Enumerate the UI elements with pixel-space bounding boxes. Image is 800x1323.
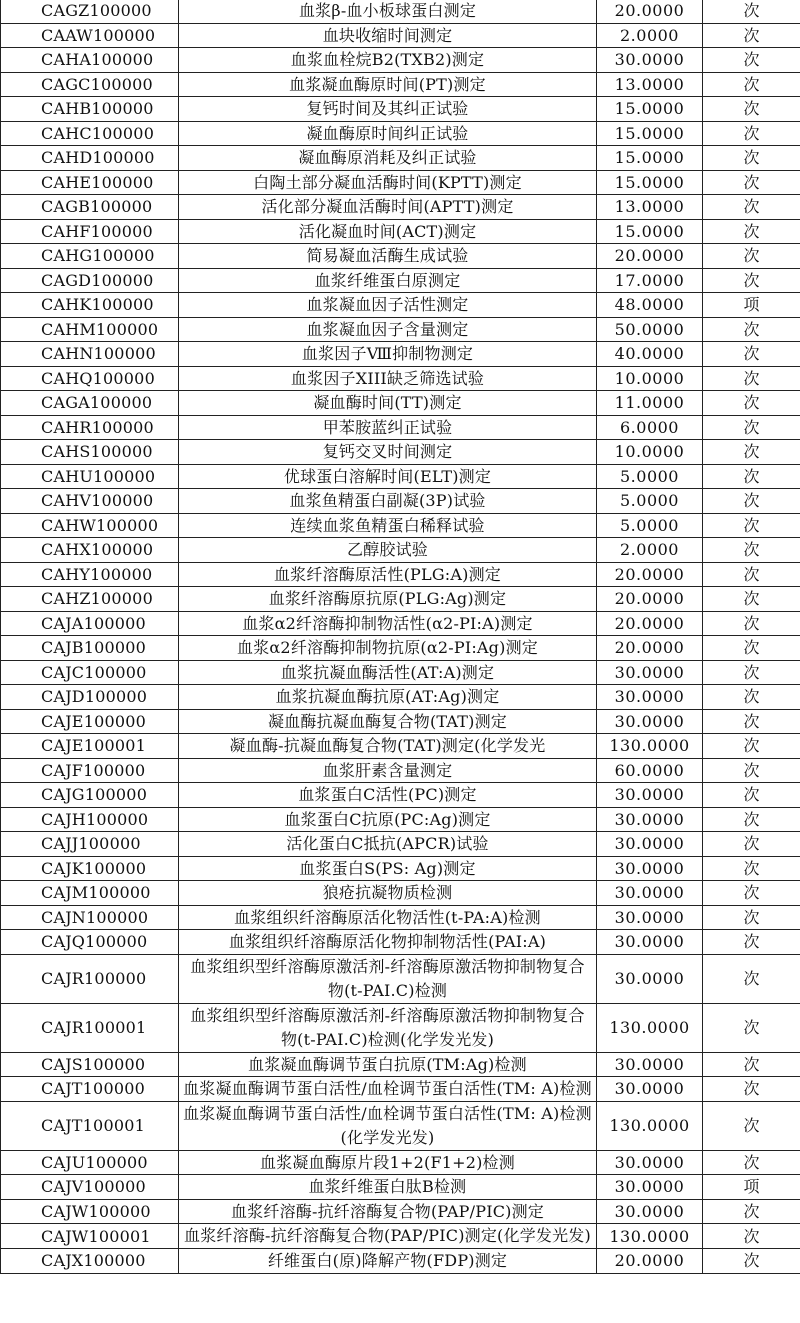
item-code: CAGA100000 — [1, 391, 179, 416]
item-unit: 次 — [703, 366, 800, 391]
item-name: 活化凝血时间(ACT)测定 — [179, 219, 597, 244]
item-price: 30.0000 — [597, 660, 703, 685]
item-price: 30.0000 — [597, 832, 703, 857]
item-price: 20.0000 — [597, 611, 703, 636]
table-row — [1, 1052, 800, 1077]
item-unit: 次 — [703, 1003, 800, 1052]
item-code: CAJU100000 — [1, 1150, 179, 1175]
item-price: 13.0000 — [597, 72, 703, 97]
item-name: 活化部分凝血活酶时间(APTT)测定 — [179, 195, 597, 220]
item-code: CAAW100000 — [1, 23, 179, 48]
table-row — [1, 268, 800, 293]
item-code: CAJX100000 — [1, 1249, 179, 1274]
item-name: 血浆纤维蛋白原测定 — [179, 268, 597, 293]
table-row — [1, 391, 800, 416]
item-code: CAJK100000 — [1, 856, 179, 881]
item-code: CAJH100000 — [1, 807, 179, 832]
item-name: 血浆抗凝血酶活性(AT:A)测定 — [179, 660, 597, 685]
item-unit: 次 — [703, 1150, 800, 1175]
table-row — [1, 464, 800, 489]
item-name: 甲苯胺蓝纠正试验 — [179, 415, 597, 440]
table-row — [1, 660, 800, 685]
table-row — [1, 905, 800, 930]
item-name: 白陶土部分凝血活酶时间(KPTT)测定 — [179, 170, 597, 195]
item-unit: 次 — [703, 0, 800, 23]
item-code: CAJE100001 — [1, 734, 179, 759]
item-name: 血浆肝素含量测定 — [179, 758, 597, 783]
item-code: CAJT100001 — [1, 1101, 179, 1150]
item-price: 20.0000 — [597, 1249, 703, 1274]
item-price: 40.0000 — [597, 342, 703, 367]
item-price: 30.0000 — [597, 856, 703, 881]
item-unit: 次 — [703, 415, 800, 440]
item-price: 10.0000 — [597, 366, 703, 391]
table-row — [1, 685, 800, 710]
item-name: 纤维蛋白(原)降解产物(FDP)测定 — [179, 1249, 597, 1274]
item-price: 5.0000 — [597, 513, 703, 538]
item-code: CAGZ100000 — [1, 0, 179, 23]
item-price: 30.0000 — [597, 48, 703, 73]
item-unit: 次 — [703, 709, 800, 734]
item-unit: 次 — [703, 464, 800, 489]
table-row — [1, 758, 800, 783]
table-row — [1, 709, 800, 734]
item-price: 30.0000 — [597, 685, 703, 710]
table-row — [1, 954, 800, 1003]
table-row — [1, 121, 800, 146]
item-unit: 次 — [703, 1249, 800, 1274]
item-code: CAHG100000 — [1, 244, 179, 269]
item-price: 15.0000 — [597, 97, 703, 122]
item-unit: 次 — [703, 758, 800, 783]
table-row — [1, 783, 800, 808]
table-row — [1, 440, 800, 465]
item-price: 15.0000 — [597, 219, 703, 244]
item-code: CAHY100000 — [1, 562, 179, 587]
item-price: 30.0000 — [597, 905, 703, 930]
table-row — [1, 1249, 800, 1274]
item-name: 血浆β-血小板球蛋白测定 — [179, 0, 597, 23]
item-name: 复钙交叉时间测定 — [179, 440, 597, 465]
item-code: CAJR100001 — [1, 1003, 179, 1052]
item-name: 血浆凝血酶调节蛋白活性/血栓调节蛋白活性(TM: A)检测(化学发光发) — [179, 1101, 597, 1150]
item-unit: 次 — [703, 23, 800, 48]
table-row — [1, 170, 800, 195]
item-unit: 次 — [703, 317, 800, 342]
item-name: 狼疮抗凝物质检测 — [179, 881, 597, 906]
table-row — [1, 1175, 800, 1200]
item-code: CAJE100000 — [1, 709, 179, 734]
item-unit: 次 — [703, 734, 800, 759]
item-code: CAHZ100000 — [1, 587, 179, 612]
item-unit: 次 — [703, 954, 800, 1003]
item-name: 复钙时间及其纠正试验 — [179, 97, 597, 122]
item-code: CAHR100000 — [1, 415, 179, 440]
item-name: 血浆纤维蛋白肽B检测 — [179, 1175, 597, 1200]
item-price: 20.0000 — [597, 636, 703, 661]
table-row — [1, 146, 800, 171]
item-code: CAHX100000 — [1, 538, 179, 563]
item-unit: 次 — [703, 905, 800, 930]
item-unit: 次 — [703, 48, 800, 73]
item-code: CAJT100000 — [1, 1077, 179, 1102]
table-row — [1, 195, 800, 220]
item-code: CAHU100000 — [1, 464, 179, 489]
item-name: 简易凝血活酶生成试验 — [179, 244, 597, 269]
item-unit: 次 — [703, 97, 800, 122]
table-row — [1, 219, 800, 244]
table-row — [1, 734, 800, 759]
item-code: CAHM100000 — [1, 317, 179, 342]
item-name: 血浆因子XIII缺乏筛选试验 — [179, 366, 597, 391]
item-unit: 次 — [703, 636, 800, 661]
item-code: CAJW100001 — [1, 1224, 179, 1249]
table-row — [1, 856, 800, 881]
item-unit: 次 — [703, 685, 800, 710]
item-code: CAJB100000 — [1, 636, 179, 661]
item-name: 血浆抗凝血酶抗原(AT:Ag)测定 — [179, 685, 597, 710]
table-row — [1, 1224, 800, 1249]
item-name: 血浆组织纤溶酶原活化物活性(t-PA:A)检测 — [179, 905, 597, 930]
item-code: CAHK100000 — [1, 293, 179, 318]
table-row — [1, 930, 800, 955]
item-price: 20.0000 — [597, 0, 703, 23]
item-price: 15.0000 — [597, 146, 703, 171]
item-unit: 次 — [703, 562, 800, 587]
item-name: 血浆凝血酶原片段1+2(F1+2)检测 — [179, 1150, 597, 1175]
item-code: CAJW100000 — [1, 1199, 179, 1224]
item-price: 30.0000 — [597, 881, 703, 906]
item-name: 血浆蛋白S(PS: Ag)测定 — [179, 856, 597, 881]
table-row — [1, 1003, 800, 1052]
table-row — [1, 23, 800, 48]
item-price: 30.0000 — [597, 807, 703, 832]
table-row — [1, 513, 800, 538]
item-price: 20.0000 — [597, 562, 703, 587]
table-row — [1, 807, 800, 832]
item-code: CAJN100000 — [1, 905, 179, 930]
item-name: 血浆凝血酶调节蛋白抗原(TM:Ag)检测 — [179, 1052, 597, 1077]
item-code: CAJV100000 — [1, 1175, 179, 1200]
item-code: CAHA100000 — [1, 48, 179, 73]
table-row — [1, 1150, 800, 1175]
item-price: 30.0000 — [597, 1052, 703, 1077]
item-price: 130.0000 — [597, 1003, 703, 1052]
item-code: CAHE100000 — [1, 170, 179, 195]
table-row — [1, 1101, 800, 1150]
item-price: 30.0000 — [597, 709, 703, 734]
item-name: 活化蛋白C抵抗(APCR)试验 — [179, 832, 597, 857]
item-price: 5.0000 — [597, 464, 703, 489]
item-price: 30.0000 — [597, 1175, 703, 1200]
table-row — [1, 1199, 800, 1224]
item-name: 血浆凝血酶原时间(PT)测定 — [179, 72, 597, 97]
item-unit: 次 — [703, 538, 800, 563]
item-name: 血浆凝血酶调节蛋白活性/血栓调节蛋白活性(TM: A)检测 — [179, 1077, 597, 1102]
item-code: CAJM100000 — [1, 881, 179, 906]
item-name: 血浆纤溶酶原抗原(PLG:Ag)测定 — [179, 587, 597, 612]
table-row — [1, 611, 800, 636]
item-price: 130.0000 — [597, 1224, 703, 1249]
item-price: 20.0000 — [597, 244, 703, 269]
item-name: 血浆血栓烷B2(TXB2)测定 — [179, 48, 597, 73]
item-code: CAGB100000 — [1, 195, 179, 220]
table-row — [1, 0, 800, 23]
item-price: 48.0000 — [597, 293, 703, 318]
item-unit: 次 — [703, 219, 800, 244]
item-price: 30.0000 — [597, 930, 703, 955]
item-unit: 次 — [703, 268, 800, 293]
item-name: 血浆组织型纤溶酶原激活剂-纤溶酶原激活物抑制物复合物(t-PAI.C)检测 — [179, 954, 597, 1003]
table-row — [1, 562, 800, 587]
item-price: 10.0000 — [597, 440, 703, 465]
item-price: 20.0000 — [597, 587, 703, 612]
item-unit: 次 — [703, 660, 800, 685]
item-name: 血浆纤溶酶-抗纤溶酶复合物(PAP/PIC)测定 — [179, 1199, 597, 1224]
item-unit: 次 — [703, 391, 800, 416]
item-code: CAJG100000 — [1, 783, 179, 808]
item-code: CAJQ100000 — [1, 930, 179, 955]
item-unit: 次 — [703, 489, 800, 514]
table-row — [1, 72, 800, 97]
item-code: CAHW100000 — [1, 513, 179, 538]
item-code: CAHV100000 — [1, 489, 179, 514]
table-row — [1, 342, 800, 367]
item-price: 30.0000 — [597, 1077, 703, 1102]
item-name: 血浆组织型纤溶酶原激活剂-纤溶酶原激活物抑制物复合物(t-PAI.C)检测(化学发光发) — [179, 1003, 597, 1052]
item-code: CAJD100000 — [1, 685, 179, 710]
item-code: CAJF100000 — [1, 758, 179, 783]
item-code: CAJS100000 — [1, 1052, 179, 1077]
item-price: 60.0000 — [597, 758, 703, 783]
item-unit: 项 — [703, 293, 800, 318]
item-price: 5.0000 — [597, 489, 703, 514]
item-name: 血浆纤溶酶-抗纤溶酶复合物(PAP/PIC)测定(化学发光发) — [179, 1224, 597, 1249]
item-unit: 次 — [703, 807, 800, 832]
item-unit: 次 — [703, 170, 800, 195]
item-name: 优球蛋白溶解时间(ELT)测定 — [179, 464, 597, 489]
item-price: 30.0000 — [597, 783, 703, 808]
item-name: 连续血浆鱼精蛋白稀释试验 — [179, 513, 597, 538]
item-price: 50.0000 — [597, 317, 703, 342]
item-unit: 次 — [703, 1101, 800, 1150]
table-row — [1, 587, 800, 612]
item-code: CAHQ100000 — [1, 366, 179, 391]
table-row — [1, 415, 800, 440]
table-row — [1, 244, 800, 269]
item-price: 130.0000 — [597, 1101, 703, 1150]
item-code: CAGC100000 — [1, 72, 179, 97]
item-name: 血浆蛋白C抗原(PC:Ag)测定 — [179, 807, 597, 832]
item-unit: 次 — [703, 783, 800, 808]
item-price: 2.0000 — [597, 538, 703, 563]
item-name: 乙醇胶试验 — [179, 538, 597, 563]
item-code: CAGD100000 — [1, 268, 179, 293]
table-row — [1, 636, 800, 661]
item-name: 血浆凝血因子活性测定 — [179, 293, 597, 318]
item-unit: 次 — [703, 440, 800, 465]
item-unit: 次 — [703, 244, 800, 269]
item-name: 凝血酶时间(TT)测定 — [179, 391, 597, 416]
item-code: CAHB100000 — [1, 97, 179, 122]
item-name: 血浆组织纤溶酶原活化物抑制物活性(PAI:A) — [179, 930, 597, 955]
table-row — [1, 317, 800, 342]
item-name: 血浆纤溶酶原活性(PLG:A)测定 — [179, 562, 597, 587]
item-unit: 次 — [703, 121, 800, 146]
item-name: 凝血酶原时间纠正试验 — [179, 121, 597, 146]
item-price: 13.0000 — [597, 195, 703, 220]
item-code: CAHD100000 — [1, 146, 179, 171]
item-code: CAJJ100000 — [1, 832, 179, 857]
item-unit: 次 — [703, 1052, 800, 1077]
table-row — [1, 1077, 800, 1102]
item-name: 血浆鱼精蛋白副凝(3P)试验 — [179, 489, 597, 514]
item-name: 血浆凝血因子含量测定 — [179, 317, 597, 342]
item-unit: 次 — [703, 930, 800, 955]
item-price: 11.0000 — [597, 391, 703, 416]
item-unit: 次 — [703, 1077, 800, 1102]
item-code: CAHC100000 — [1, 121, 179, 146]
item-unit: 次 — [703, 611, 800, 636]
item-code: CAJR100000 — [1, 954, 179, 1003]
item-price: 15.0000 — [597, 121, 703, 146]
item-unit: 次 — [703, 146, 800, 171]
item-name: 血浆蛋白C活性(PC)测定 — [179, 783, 597, 808]
item-unit: 次 — [703, 587, 800, 612]
table-row — [1, 366, 800, 391]
item-name: 凝血酶-抗凝血酶复合物(TAT)测定(化学发光 — [179, 734, 597, 759]
item-code: CAJA100000 — [1, 611, 179, 636]
item-unit: 次 — [703, 195, 800, 220]
item-unit: 次 — [703, 856, 800, 881]
item-name: 血浆α2纤溶酶抑制物活性(α2-PI:A)测定 — [179, 611, 597, 636]
item-unit: 次 — [703, 342, 800, 367]
item-price: 30.0000 — [597, 954, 703, 1003]
fee-table-body — [1, 0, 800, 1273]
item-unit: 项 — [703, 1175, 800, 1200]
table-row — [1, 97, 800, 122]
item-price: 15.0000 — [597, 170, 703, 195]
item-code: CAHN100000 — [1, 342, 179, 367]
item-name: 血浆α2纤溶酶抑制物抗原(α2-PI:Ag)测定 — [179, 636, 597, 661]
item-unit: 次 — [703, 513, 800, 538]
item-price: 2.0000 — [597, 23, 703, 48]
item-price: 30.0000 — [597, 1150, 703, 1175]
item-unit: 次 — [703, 881, 800, 906]
item-name: 凝血酶原消耗及纠正试验 — [179, 146, 597, 171]
item-price: 6.0000 — [597, 415, 703, 440]
item-code: CAJC100000 — [1, 660, 179, 685]
item-price: 130.0000 — [597, 734, 703, 759]
item-name: 凝血酶抗凝血酶复合物(TAT)测定 — [179, 709, 597, 734]
item-price: 17.0000 — [597, 268, 703, 293]
table-row — [1, 293, 800, 318]
item-unit: 次 — [703, 72, 800, 97]
item-name: 血浆因子Ⅷ抑制物测定 — [179, 342, 597, 367]
table-row — [1, 48, 800, 73]
table-row — [1, 881, 800, 906]
item-unit: 次 — [703, 832, 800, 857]
item-unit: 次 — [703, 1199, 800, 1224]
item-code: CAHF100000 — [1, 219, 179, 244]
item-unit: 次 — [703, 1224, 800, 1249]
item-price: 30.0000 — [597, 1199, 703, 1224]
table-row — [1, 832, 800, 857]
item-code: CAHS100000 — [1, 440, 179, 465]
item-name: 血块收缩时间测定 — [179, 23, 597, 48]
table-row — [1, 489, 800, 514]
table-row — [1, 538, 800, 563]
